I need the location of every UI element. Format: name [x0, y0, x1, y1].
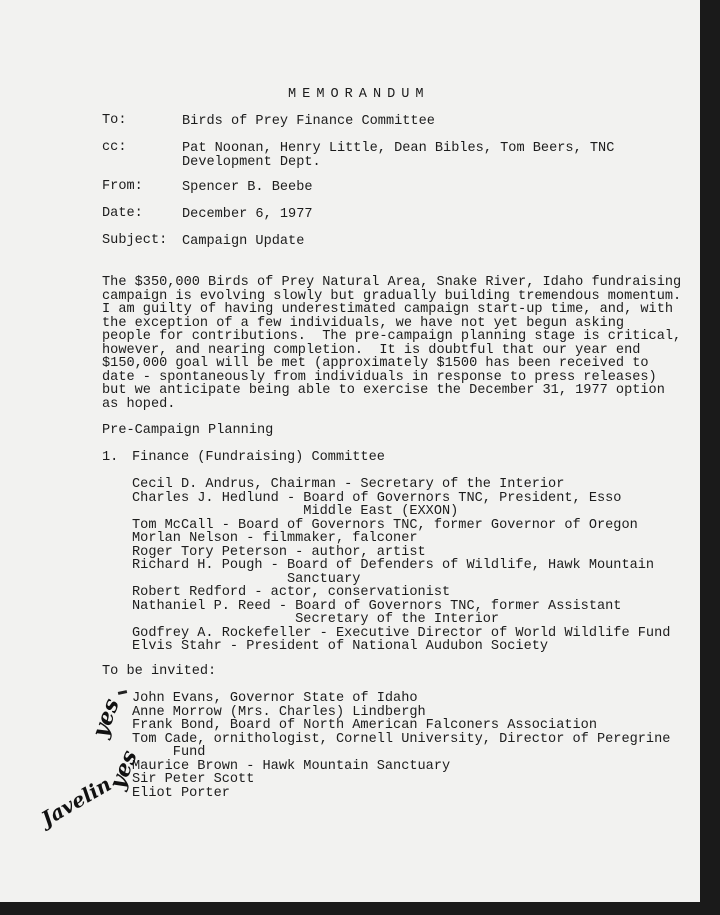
from-label: From: [102, 179, 143, 194]
committee-list: Cecil D. Andrus, Chairman - Secretary of the Interior Charles J. Hedlund - Board of Governors TNC, President, Esso Middle East (EXXON) Tom McCall - Board of Governors TNC, former Governor of Oregon Morlan Nelson - filmmaker, falconer Roger Tory Peterson - author, artist Richard H. Pough - Board of Defenders of Wildlife, Hawk Mountain Sanctuary Robert Redford - actor, conservationist Nathaniel P. Reed - Board of Governors TNC, former Assistant Secretary of the Interior Godfrey A. Rockefeller - Executive Director of World Wildlife Fund Elvis Stahr - President of National Audubon Society [132, 477, 671, 654]
item-title: Finance (Fundraising) Committee [132, 450, 385, 465]
memo-title: MEMORANDUM [288, 87, 430, 102]
handwritten-yes-1: yes [87, 695, 125, 741]
cc-value: Pat Noonan, Henry Little, Dean Bibles, Tom Beers, TNC Development Dept. [182, 141, 615, 170]
to-value: Birds of Prey Finance Committee [182, 114, 435, 129]
invited-heading: To be invited: [102, 664, 217, 679]
date-value: December 6, 1977 [182, 207, 313, 222]
to-label: To: [102, 113, 127, 128]
subject-label: Subject: [102, 233, 168, 248]
handwritten-dash [118, 690, 127, 695]
intro-paragraph: The $350,000 Birds of Prey Natural Area, Snake River, Idaho fundraising campaign is evolving slowly but gradually building tremendous momentum. I am guilty of having underestimated campaign start-up time, and, with the exception of a few individuals, we have not yet begun asking people for contributions. The pre-campaign planning stage is critical, however, and nearing completion. It is doubtful that our year end $150,000 goal will be met (approximately $1500 has been received to date - spontaneously from individuals in response to press releases) but we anticipate being able to exercise the December 31, 1977 option as hoped. [102, 275, 682, 412]
from-value: Spencer B. Beebe [182, 180, 313, 195]
date-label: Date: [102, 206, 143, 221]
subject-value: Campaign Update [182, 234, 305, 249]
handwritten-side-note: Javelin [37, 771, 116, 831]
handwritten-yes-2: yes [104, 746, 143, 793]
invitee-list: John Evans, Governor State of Idaho Anne Morrow (Mrs. Charles) Lindbergh Frank Bond, Board of North American Falconers Association Tom Cade, ornithologist, Cornell University, Director of Peregrine Fund Maurice Brown - Hawk Mountain Sanctuary Sir Peter Scott Eliot Porter [132, 691, 671, 801]
cc-label: cc: [102, 140, 127, 155]
section-heading: Pre-Campaign Planning [102, 423, 274, 438]
item-number: 1. [102, 450, 119, 465]
